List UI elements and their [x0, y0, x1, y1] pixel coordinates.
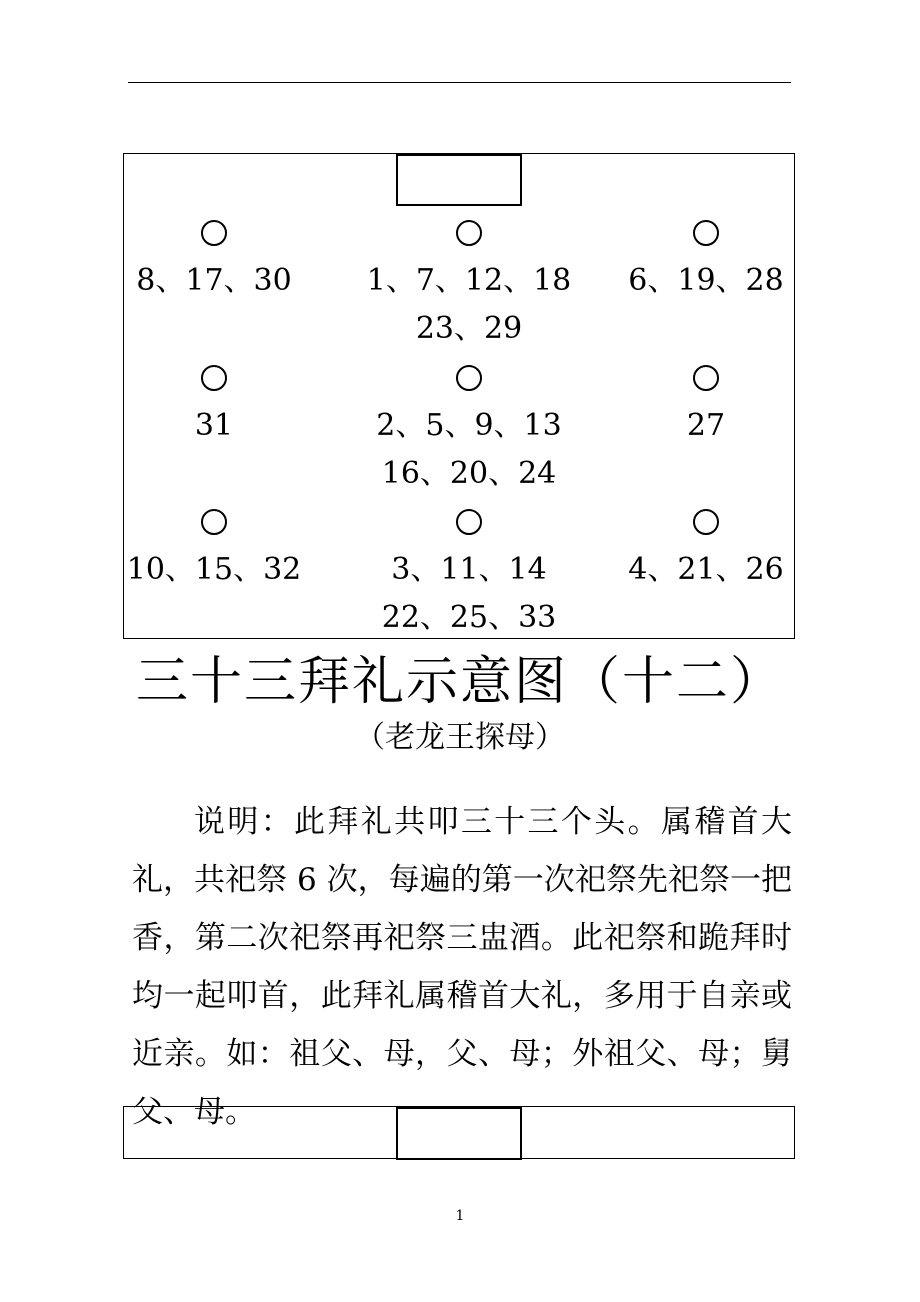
position-numbers: 23、29 [415, 311, 523, 346]
position-marker [456, 509, 482, 535]
altar-box [396, 154, 522, 206]
bowing-diagram [123, 153, 795, 639]
page-number: 1 [455, 1208, 465, 1224]
position-marker [693, 220, 719, 246]
description-paragraph: 说明：此拜礼共叩三十三个头。属稽首大礼，共祀祭 6 次，每遍的第一次祀祭先祀祭一把香，第二次祀祭再祀祭三盅酒。此祀祭和跪拜时均一起叩首，此拜礼属稽首大礼，多用于自亲或近亲。如：祖父、母，父、母；外祖父、母；舅父、母。 [132, 804, 792, 1130]
page-subtitle: （老龙王探母） [355, 720, 565, 755]
position-numbers: 31 [194, 408, 234, 443]
position-numbers: 16、20、24 [381, 456, 557, 491]
position-numbers: 6、19、28 [628, 263, 784, 298]
position-numbers: 4、21、26 [628, 552, 784, 587]
position-marker [693, 509, 719, 535]
position-numbers: 8、17、30 [136, 263, 292, 298]
position-numbers: 22、25、33 [381, 600, 557, 635]
position-marker [201, 220, 227, 246]
position-numbers: 2、5、9、13 [376, 408, 562, 443]
position-marker [456, 220, 482, 246]
position-marker [201, 365, 227, 391]
position-numbers: 1、7、12、18 [366, 263, 572, 298]
next-diagram-frame [123, 1106, 795, 1159]
altar-box [396, 1107, 522, 1160]
position-numbers: 27 [686, 408, 726, 443]
position-marker [456, 365, 482, 391]
position-marker [201, 509, 227, 535]
header-rule [128, 82, 791, 83]
position-numbers: 10、15、32 [126, 552, 302, 587]
page-title: 三十三拜礼示意图（十二） [135, 652, 784, 712]
position-numbers: 3、11、14 [391, 552, 547, 587]
position-marker [693, 365, 719, 391]
